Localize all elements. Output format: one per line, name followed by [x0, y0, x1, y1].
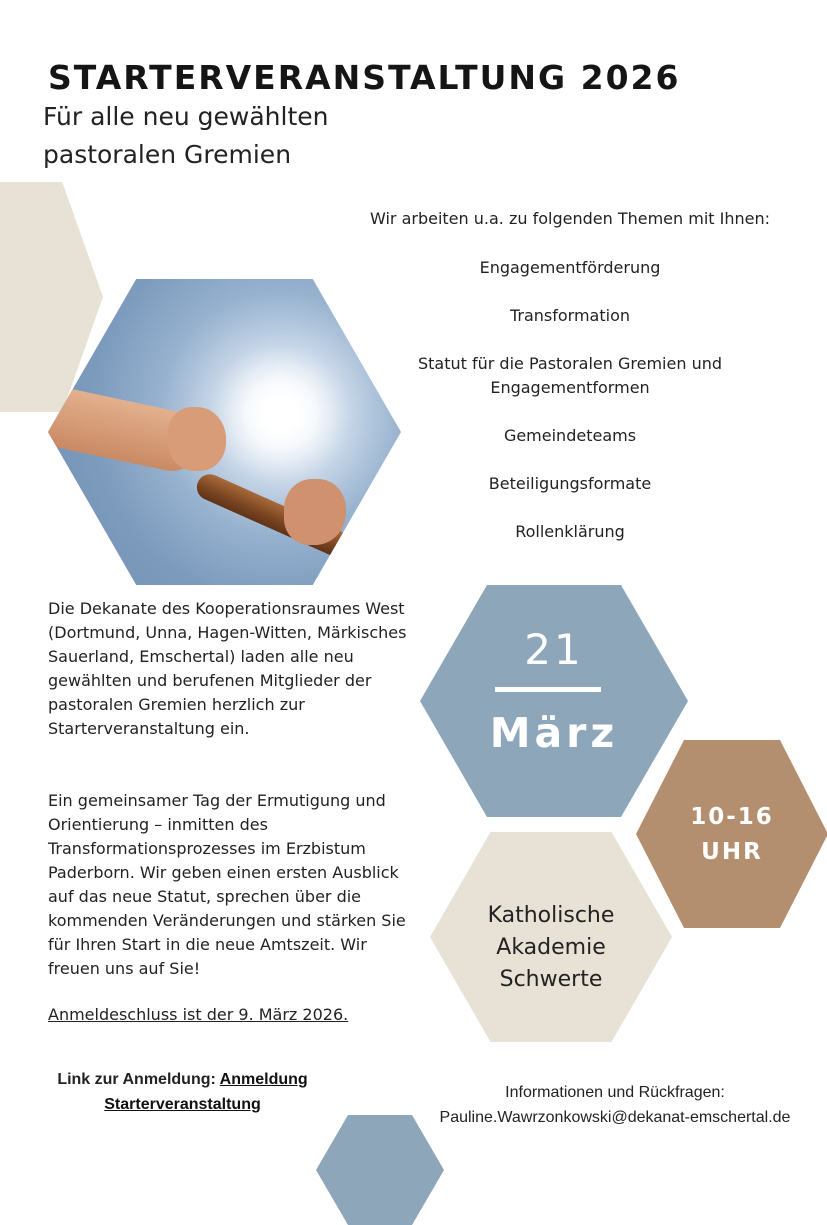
registration-deadline: Anmeldeschluss ist der 9. März 2026. [48, 1005, 349, 1024]
event-month: März [489, 709, 619, 757]
relay-baton-photo [48, 279, 401, 585]
registration-link-part-2[interactable]: Starterveranstaltung [104, 1096, 261, 1113]
registration-link-part-1[interactable]: Anmeldung [219, 1071, 308, 1088]
sun-glare [280, 414, 282, 416]
topic-item: Rollenklärung [515, 522, 625, 541]
topic-item: Engagementförderung [479, 258, 661, 277]
event-time-line-1: 10-16 [690, 804, 774, 830]
page-title: STARTERVERANSTALTUNG 2026 [48, 58, 681, 97]
topic-item: Gemeindeteams [503, 426, 637, 445]
giving-hand-image-part [168, 407, 226, 471]
intro-paragraph: Die Dekanate des Kooperationsraumes West (Dortmund, Unna, Hagen-Witten, Märkisches Sauerland, Emschertal) laden alle neu gewählten und berufenen Mitglieder der pastoralen Gremien herzlich zur Starterveranstaltung ein. [48, 599, 407, 738]
decorative-hexagon-bottom [316, 1115, 444, 1225]
registration-label: Link zur Anmeldung: [57, 1071, 220, 1088]
event-location-line-3: Schwerte [499, 967, 603, 992]
contact-label: Informationen und Rückfragen: [505, 1084, 725, 1101]
subtitle-line-1: Für alle neu gewählten [43, 102, 329, 131]
date-divider [495, 687, 601, 692]
event-location [430, 900, 672, 996]
subtitle-line-2: pastoralen Gremien [43, 140, 292, 169]
event-location-line-2: Akademie [496, 935, 606, 960]
topic-item: Statut für die Pastoralen Gremien und Engagementformen [417, 354, 722, 397]
date-hexagon [420, 585, 688, 817]
description-paragraph: Ein gemeinsamer Tag der Ermutigung und Orientierung – inmitten des Transformationsprozesses im Erzbistum Paderborn. Wir geben einen ersten Ausblick auf das neue Statut, sprechen über die kommenden Veränderungen und stärken Sie für Ihren Start in die neue Amtszeit. Wir freuen uns auf Sie! [48, 791, 406, 978]
contact-email[interactable]: Pauline.Wawrzonkowski@dekanat-emschertal.de [439, 1109, 791, 1126]
event-location-line-1: Katholische [487, 903, 615, 928]
contact-block [418, 1080, 812, 1130]
registration-block [40, 1067, 325, 1117]
event-day: 21 [524, 625, 584, 674]
receiving-hand-image-part [284, 479, 346, 545]
topic-item: Transformation [509, 306, 631, 325]
topics-intro: Wir arbeiten u.a. zu folgenden Themen mit Ihnen: [370, 209, 770, 228]
event-time-line-2: UHR [701, 839, 763, 865]
event-time [636, 800, 827, 870]
topic-item: Beteiligungsformate [488, 474, 652, 493]
